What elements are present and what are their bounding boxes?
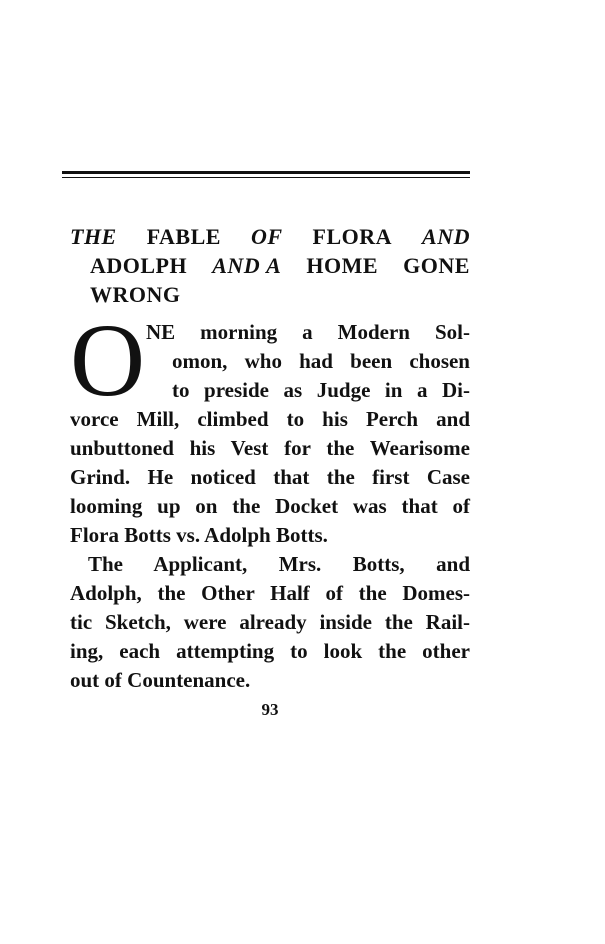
title-word: FLORA — [312, 224, 393, 249]
text-line: The Applicant, Mrs. Botts, and — [88, 552, 470, 576]
paragraph-1 — [70, 303, 470, 550]
title-word: GONE — [403, 253, 470, 278]
paragraph-2 — [70, 550, 470, 695]
title-word: A — [266, 253, 282, 278]
text-line: tic Sketch, were already inside the Rail- — [70, 610, 470, 634]
text-line: Adolph, the Other Half of the Domes- — [70, 581, 470, 605]
title-word: ADOLPH — [90, 253, 188, 278]
text-line: Flora Botts vs. Adolph Botts. — [70, 523, 328, 547]
title-word: AND — [422, 224, 470, 249]
text-line: to preside as Judge in a Di- — [172, 378, 470, 402]
title-word: HOME — [306, 253, 379, 278]
page-number: 93 — [261, 700, 279, 719]
title-word: OF — [250, 224, 283, 249]
text-line: out of Countenance. — [70, 668, 251, 692]
header-rule-thick — [62, 171, 470, 174]
drop-cap: O — [70, 303, 146, 418]
title-line-2 — [70, 251, 470, 280]
text-line: NE morning a Modern Sol- — [146, 320, 470, 344]
text-line: looming up on the Docket was that of — [70, 494, 470, 518]
title-word: FABLE — [146, 224, 221, 249]
header-rule-thin — [62, 177, 470, 178]
title-word: WRONG — [90, 282, 181, 307]
text-line: omon, who had been chosen — [172, 349, 470, 373]
text-line: Grind. He noticed that the first Case — [70, 465, 470, 489]
title-line-1 — [70, 222, 470, 251]
text-line: unbuttoned his Vest for the Wearisome — [70, 436, 470, 460]
title-word: THE — [70, 224, 117, 249]
text-line: ing, each attempting to look the other — [70, 639, 470, 663]
text-line: vorce Mill, climbed to his Perch and — [70, 407, 470, 431]
title-word: AND — [212, 253, 261, 278]
chapter-title — [70, 222, 470, 309]
